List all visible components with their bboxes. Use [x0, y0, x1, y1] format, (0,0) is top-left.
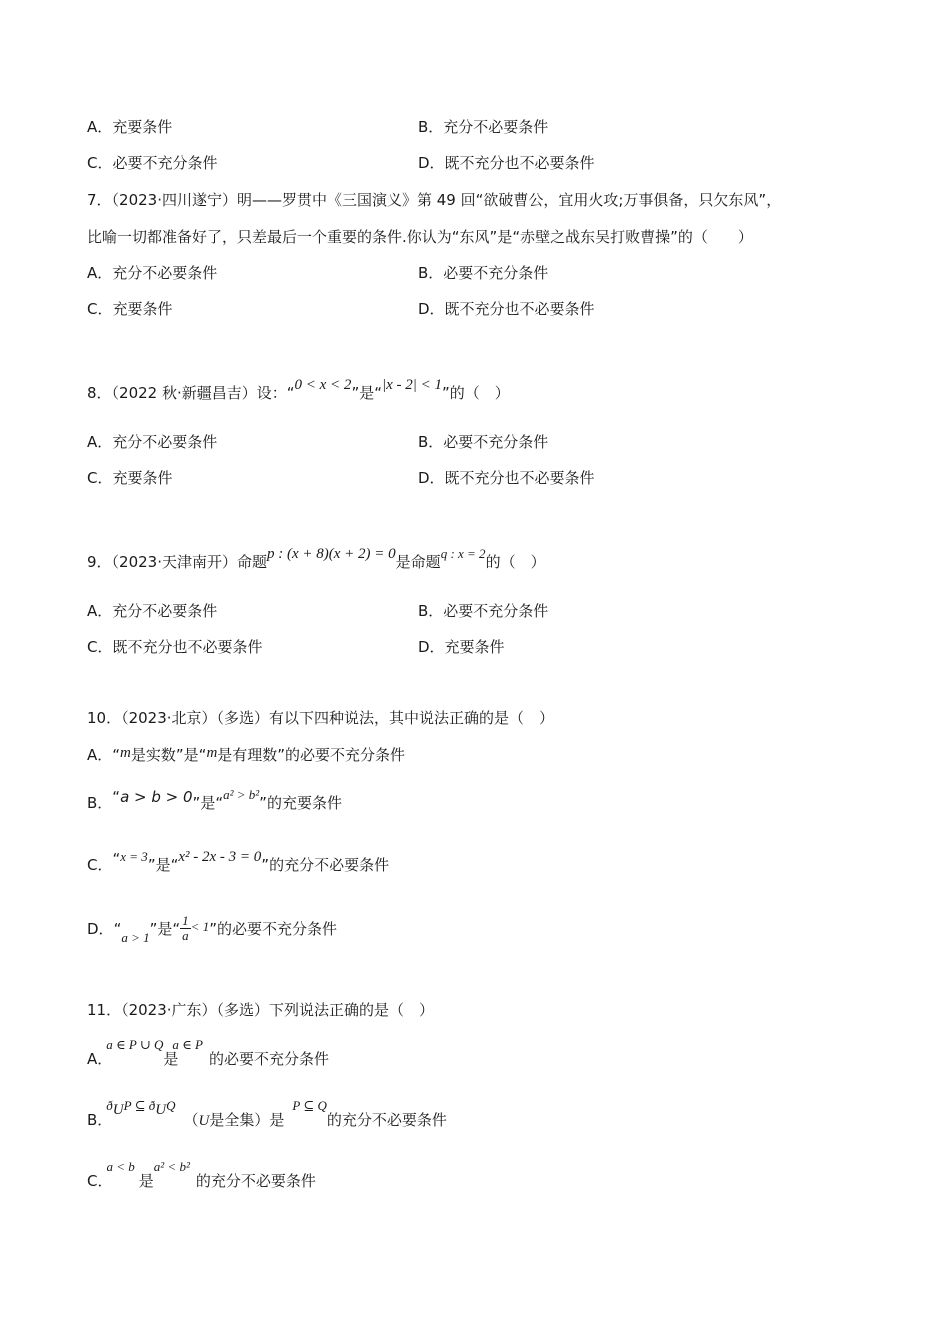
q9-prefix: 9．（2023·天津南开）命题 — [87, 553, 267, 571]
q11-b-text2: 的充分不必要条件 — [326, 1111, 447, 1129]
q9-option-a: A．充分不必要条件 — [87, 602, 218, 620]
q9-option-b: B．必要不充分条件 — [418, 602, 549, 620]
q9-suffix: 的（ ） — [485, 553, 546, 571]
q10-option-c-label: C． — [87, 856, 113, 874]
q10-b-text2: ”的充要条件 — [259, 794, 342, 812]
q6-option-a: A．充要条件 — [87, 118, 173, 136]
q9-stem — [87, 546, 546, 573]
q10-b-math1: a > b > 0 — [120, 788, 193, 806]
q11-stem: 11．（2023·广东）（多选）下列说法正确的是（ ） — [87, 1001, 435, 1019]
q10-c-text2: ”的充分不必要条件 — [261, 856, 390, 874]
q9-math-p: p : (x + 8)(x + 2) = 0 — [267, 546, 396, 562]
q10-option-b-label: B． — [87, 794, 113, 812]
q11-b-math2: P ⊆ Q — [292, 1098, 327, 1113]
q11-b-math1 — [106, 1096, 176, 1118]
q11-c-text1: 是 — [138, 1172, 154, 1190]
q11-b-universal: U — [198, 1113, 210, 1129]
q8-option-a: A．充分不必要条件 — [87, 433, 218, 451]
q11-a-math2: a ∈ P — [172, 1037, 203, 1052]
q10-option-c — [87, 849, 390, 876]
q9-mid: 是命题 — [395, 553, 441, 571]
q7-option-d: D．既不充分也不必要条件 — [418, 300, 595, 318]
q10-d-frac-den: a — [182, 928, 189, 943]
q10-d-text2: ”的必要不充分条件 — [209, 920, 337, 938]
q10-c-quote: “ — [112, 850, 121, 868]
q7-stem-line1: 7．（2023·四川遂宁）明——罗贯中《三国演义》第 49 回“欲破曹公，宜用火攻;万事俱备，只欠东风”， — [87, 191, 782, 209]
q10-d-frac-rest: < 1 — [190, 919, 210, 934]
q8-prefix: 8．（2022 秋·新疆昌吉）设：“ — [87, 384, 295, 402]
q10-c-text1: ”是“ — [147, 856, 179, 874]
q11-a-math1: a ∈ P ∪ Q — [106, 1037, 164, 1052]
q11-c-math1: a < b — [106, 1159, 135, 1174]
q11-b-sub1: U — [112, 1102, 124, 1118]
q8-math-abs: |x - 2| < 1 — [381, 377, 443, 393]
q7-stem-line2: 比喻一切都准备好了，只差最后一个重要的条件.你认为“东风”是“赤壁之战东吴打败曹操”的（ ） — [87, 228, 753, 246]
q10-a-math2: m — [206, 745, 218, 761]
q10-a-text2: 是有理数”的必要不充分条件 — [217, 746, 406, 764]
q6-option-c: C．必要不充分条件 — [87, 154, 218, 172]
q11-a-text1: 是 — [163, 1050, 179, 1068]
q10-option-b — [87, 787, 342, 814]
q11-a-text2: 的必要不充分条件 — [208, 1050, 329, 1068]
q10-stem: 10．（2023·北京）（多选）有以下四种说法，其中说法正确的是（ ） — [87, 709, 555, 727]
q11-c-text2: 的充分不必要条件 — [195, 1172, 316, 1190]
q11-b-paren: （ — [183, 1111, 199, 1129]
q10-option-a — [87, 745, 405, 766]
q8-math-inequality: 0 < x < 2 — [294, 377, 352, 393]
q7-option-a: A．充分不必要条件 — [87, 264, 218, 282]
q11-option-c — [87, 1159, 316, 1192]
q11-option-a-label: A． — [87, 1050, 113, 1068]
q9-option-c: C．既不充分也不必要条件 — [87, 638, 263, 656]
q8-stem — [87, 377, 510, 404]
q8-suffix: ”的（ ） — [442, 384, 510, 402]
q11-option-a — [87, 1037, 329, 1070]
q11-b-text1: 是全集）是 — [209, 1111, 285, 1129]
q10-c-math1: x = 3 — [120, 849, 148, 864]
q10-b-quote: “ — [112, 788, 121, 806]
q6-option-d: D．既不充分也不必要条件 — [418, 154, 595, 172]
q10-option-d-label: D． — [87, 920, 114, 938]
q11-option-b-label: B． — [87, 1111, 113, 1129]
q10-a-math1: m — [120, 745, 131, 761]
q10-option-d — [87, 915, 337, 944]
q9-math-q: q : x = 2 — [440, 546, 486, 561]
q8-mid: ”是“ — [351, 384, 382, 402]
q11-option-c-label: C． — [87, 1172, 113, 1190]
q9-option-d: D．充要条件 — [418, 638, 505, 656]
q11-b-subset-complement: P ⊆ ð — [123, 1098, 156, 1113]
q10-a-quote: “ — [112, 746, 121, 764]
q10-c-math2: x² - 2x - 3 = 0 — [178, 849, 262, 865]
q11-c-math2: a² < b² — [153, 1159, 190, 1174]
q8-option-d: D．既不充分也不必要条件 — [418, 469, 595, 487]
q11-b-sub2: U — [155, 1102, 167, 1118]
q8-option-b: B．必要不充分条件 — [418, 433, 549, 451]
q10-d-fraction — [180, 914, 191, 943]
q10-d-math1: a > 1 — [121, 930, 150, 945]
q11-b-q: Q — [166, 1098, 176, 1113]
q10-a-text1: 是实数”是“ — [130, 746, 207, 764]
q7-option-b: B．必要不充分条件 — [418, 264, 549, 282]
q8-option-c: C．充要条件 — [87, 469, 173, 487]
q10-d-quote: “ — [113, 920, 122, 938]
q11-b-complement1: ð — [106, 1098, 113, 1113]
q10-option-a-label: A． — [87, 746, 113, 764]
q10-d-text1: ”是“ — [149, 920, 181, 938]
q10-b-text1: ”是“ — [192, 794, 224, 812]
q7-option-c: C．充要条件 — [87, 300, 173, 318]
q10-d-frac-num: 1 — [182, 913, 189, 928]
q10-b-math2: a² > b² — [223, 787, 260, 802]
q6-option-b: B．充分不必要条件 — [418, 118, 549, 136]
q11-option-b — [87, 1098, 447, 1135]
